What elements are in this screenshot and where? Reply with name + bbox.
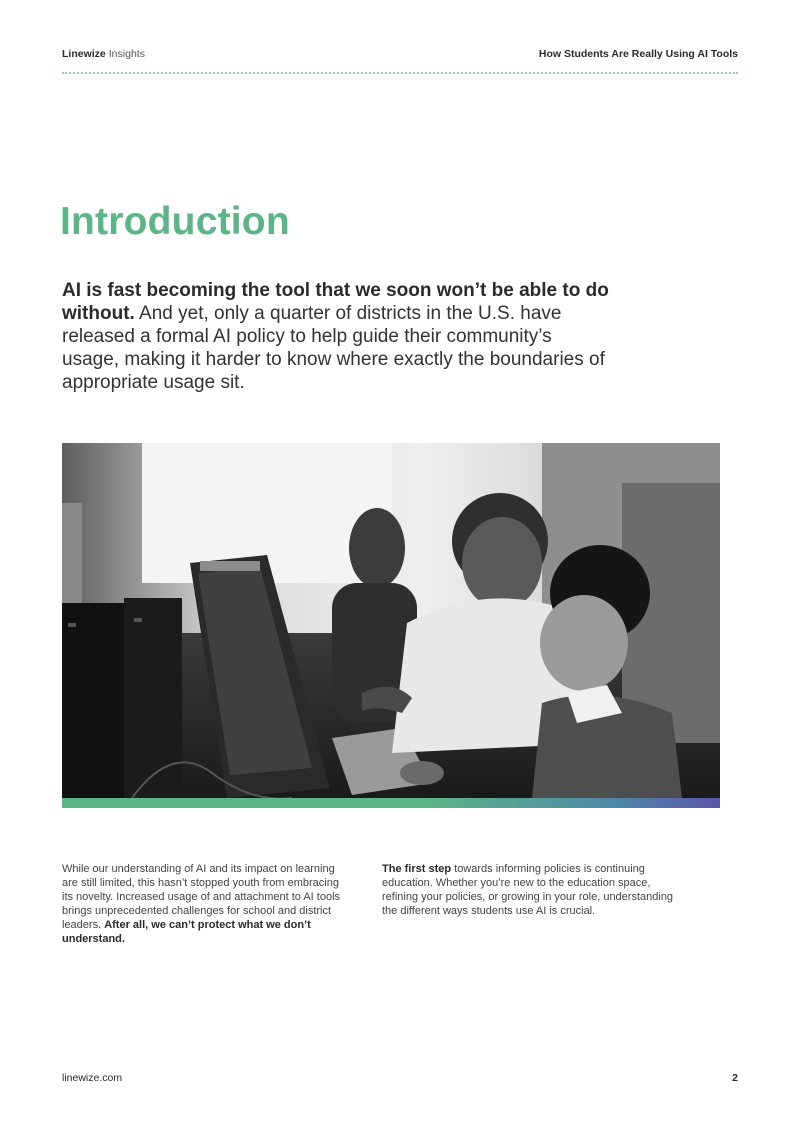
brand-subtitle: Insights	[108, 48, 145, 60]
lead-bold: AI is fast becoming the tool that we soon won’t be able to do without.	[62, 280, 609, 324]
classroom-photo-illustration	[62, 443, 720, 798]
footer-site-link[interactable]: linewize.com	[62, 1072, 123, 1084]
col-left-text: While our understanding of AI and its impact on learning are still limited, this hasn’t stopped youth from embracing its novelty. Increased usage of and attachment to AI tools brings unprecedented challenges for school and district leaders.	[62, 863, 341, 931]
lead-paragraph	[62, 279, 610, 394]
col-right-bold: The first step	[382, 863, 452, 875]
document-title: How Students Are Really Using AI Tools	[538, 48, 738, 60]
col-left-bold: After all, we can’t protect what we don’t understand.	[62, 919, 311, 945]
header-brand	[62, 48, 145, 60]
col-right-text: towards informing policies is continuing education. Whether you’re new to the education space, refining your policies, or growing in your role, understanding the different ways students use AI is crucial.	[382, 863, 674, 917]
accent-gradient-bar	[62, 798, 720, 808]
header-divider	[62, 72, 738, 74]
page-number: 2	[732, 1072, 738, 1084]
brand-name: Linewize	[62, 48, 106, 60]
page-header	[62, 46, 738, 62]
body-column-left	[62, 862, 352, 946]
page-heading: Introduction	[60, 200, 290, 243]
classroom-photo	[62, 443, 720, 798]
body-column-right	[382, 862, 682, 918]
lead-text: And yet, only a quarter of districts in the U.S. have released a formal AI policy to help guide their community’s usage, making it harder to know where exactly the boundaries of appropriate usage sit.	[62, 303, 605, 393]
